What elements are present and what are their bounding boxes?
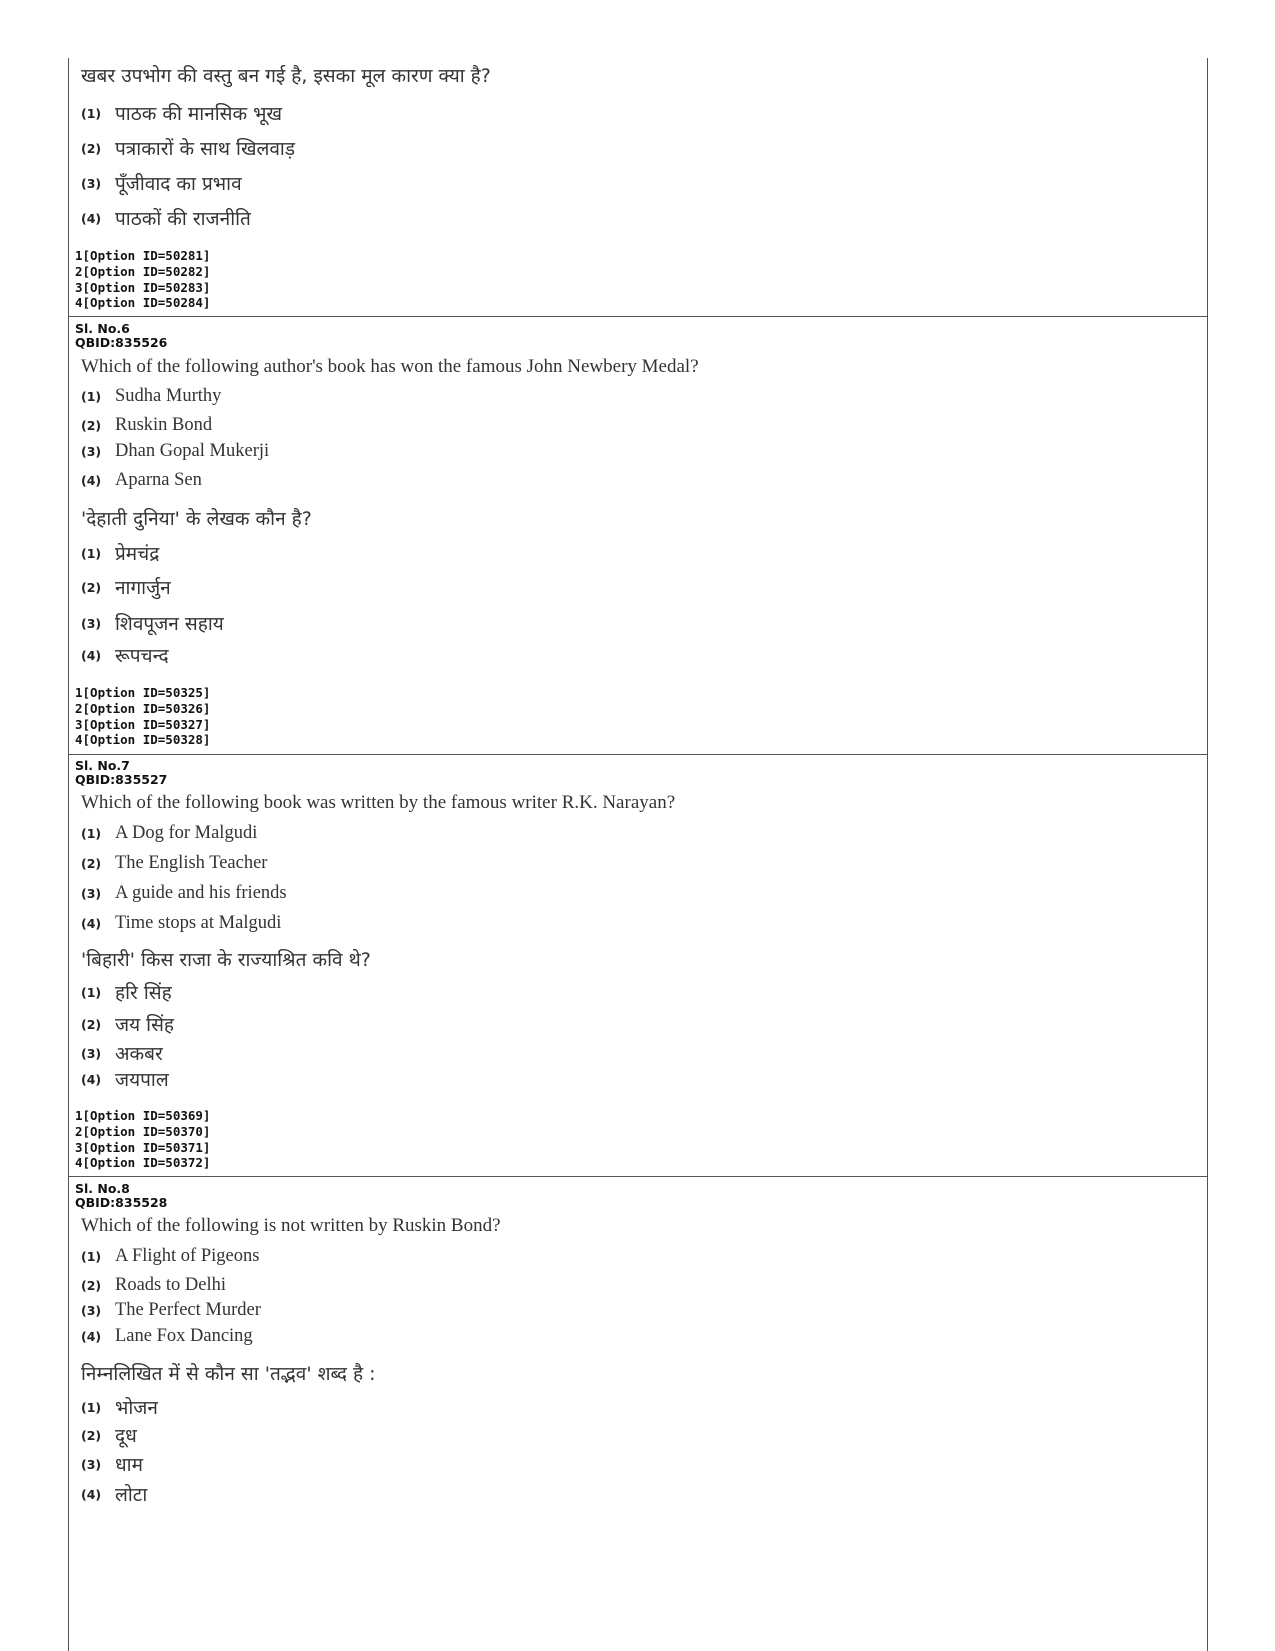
q7-option-ids: 1[Option ID=50369] 2[Option ID=50370] 3[Option ID=50371] 4[Option ID=50372]	[75, 1108, 211, 1171]
q5-hindi-option-1: (1) पाठक की मानसिक भूख	[81, 103, 283, 125]
divider	[69, 1176, 1207, 1177]
q5-option-ids: 1[Option ID=50281] 2[Option ID=50282] 3[Option ID=50283] 4[Option ID=50284]	[75, 248, 211, 311]
divider	[69, 754, 1207, 755]
serial-number: Sl. No.7	[75, 758, 130, 773]
q6-english-option-2: (2) Ruskin Bond	[81, 415, 213, 435]
q6-header	[75, 322, 167, 350]
q8-english-option-2: (2) Roads to Delhi	[81, 1275, 226, 1295]
serial-number: Sl. No.8	[75, 1181, 130, 1196]
q6-option-ids: 1[Option ID=50325] 2[Option ID=50326] 3[Option ID=50327] 4[Option ID=50328]	[75, 685, 211, 748]
q5-hindi-option-2: (2) पत्राकारों के साथ खिलवाड़	[81, 138, 296, 160]
q7-english-option-1: (1) A Dog for Malgudi	[81, 823, 258, 843]
q6-english-question: Which of the following author's book has won the famous John Newbery Medal?	[81, 356, 699, 377]
q6-hindi-option-1: (1) प्रेमचंद्र	[81, 543, 160, 565]
question-paper-frame	[68, 58, 1208, 1651]
q6-hindi-option-2: (2) नागार्जुन	[81, 577, 171, 599]
q7-hindi-option-1: (1) हरि सिंह	[81, 982, 172, 1004]
q7-english-option-3: (3) A guide and his friends	[81, 883, 287, 903]
q7-hindi-question: 'बिहारी' किस राजा के राज्याश्रित कवि थे?	[81, 949, 371, 971]
q5-hindi-question: खबर उपभोग की वस्तु बन गई है, इसका मूल कारण क्या है?	[81, 65, 491, 87]
qbid: QBID:835526	[75, 335, 168, 350]
q8-english-option-3: (3) The Perfect Murder	[81, 1300, 261, 1320]
q8-english-question: Which of the following is not written by Ruskin Bond?	[81, 1215, 501, 1236]
divider	[69, 316, 1207, 317]
q8-english-option-4: (4) Lane Fox Dancing	[81, 1326, 253, 1346]
q8-header	[75, 1182, 167, 1210]
q7-hindi-option-2: (2) जय सिंह	[81, 1014, 175, 1036]
q6-english-option-1: (1) Sudha Murthy	[81, 386, 222, 406]
q5-hindi-option-4: (4) पाठकों की राजनीति	[81, 208, 251, 230]
q8-hindi-question: निम्नलिखित में से कौन सा 'तद्भव' शब्द है :	[81, 1363, 376, 1385]
q5-hindi-option-3: (3) पूँजीवाद का प्रभाव	[81, 173, 242, 195]
q6-hindi-option-4: (4) रूपचन्द	[81, 645, 169, 667]
q7-header	[75, 759, 167, 787]
q7-english-option-2: (2) The English Teacher	[81, 853, 268, 873]
q7-english-question: Which of the following book was written by the famous writer R.K. Narayan?	[81, 792, 676, 813]
q8-hindi-option-2: (2) दूध	[81, 1425, 137, 1447]
q8-english-option-1: (1) A Flight of Pigeons	[81, 1246, 260, 1266]
q6-english-option-4: (4) Aparna Sen	[81, 470, 202, 490]
q8-hindi-option-1: (1) भोजन	[81, 1397, 158, 1419]
serial-number: Sl. No.6	[75, 321, 130, 336]
q7-hindi-option-4: (4) जयपाल	[81, 1069, 169, 1091]
qbid: QBID:835527	[75, 772, 168, 787]
q7-hindi-option-3: (3) अकबर	[81, 1043, 163, 1065]
q6-hindi-question: 'देहाती दुनिया' के लेखक कौन है?	[81, 508, 312, 530]
q8-hindi-option-3: (3) धाम	[81, 1454, 143, 1476]
q6-hindi-option-3: (3) शिवपूजन सहाय	[81, 613, 224, 635]
q8-hindi-option-4: (4) लोटा	[81, 1484, 148, 1506]
q7-english-option-4: (4) Time stops at Malgudi	[81, 913, 282, 933]
q6-english-option-3: (3) Dhan Gopal Mukerji	[81, 441, 270, 461]
qbid: QBID:835528	[75, 1195, 168, 1210]
